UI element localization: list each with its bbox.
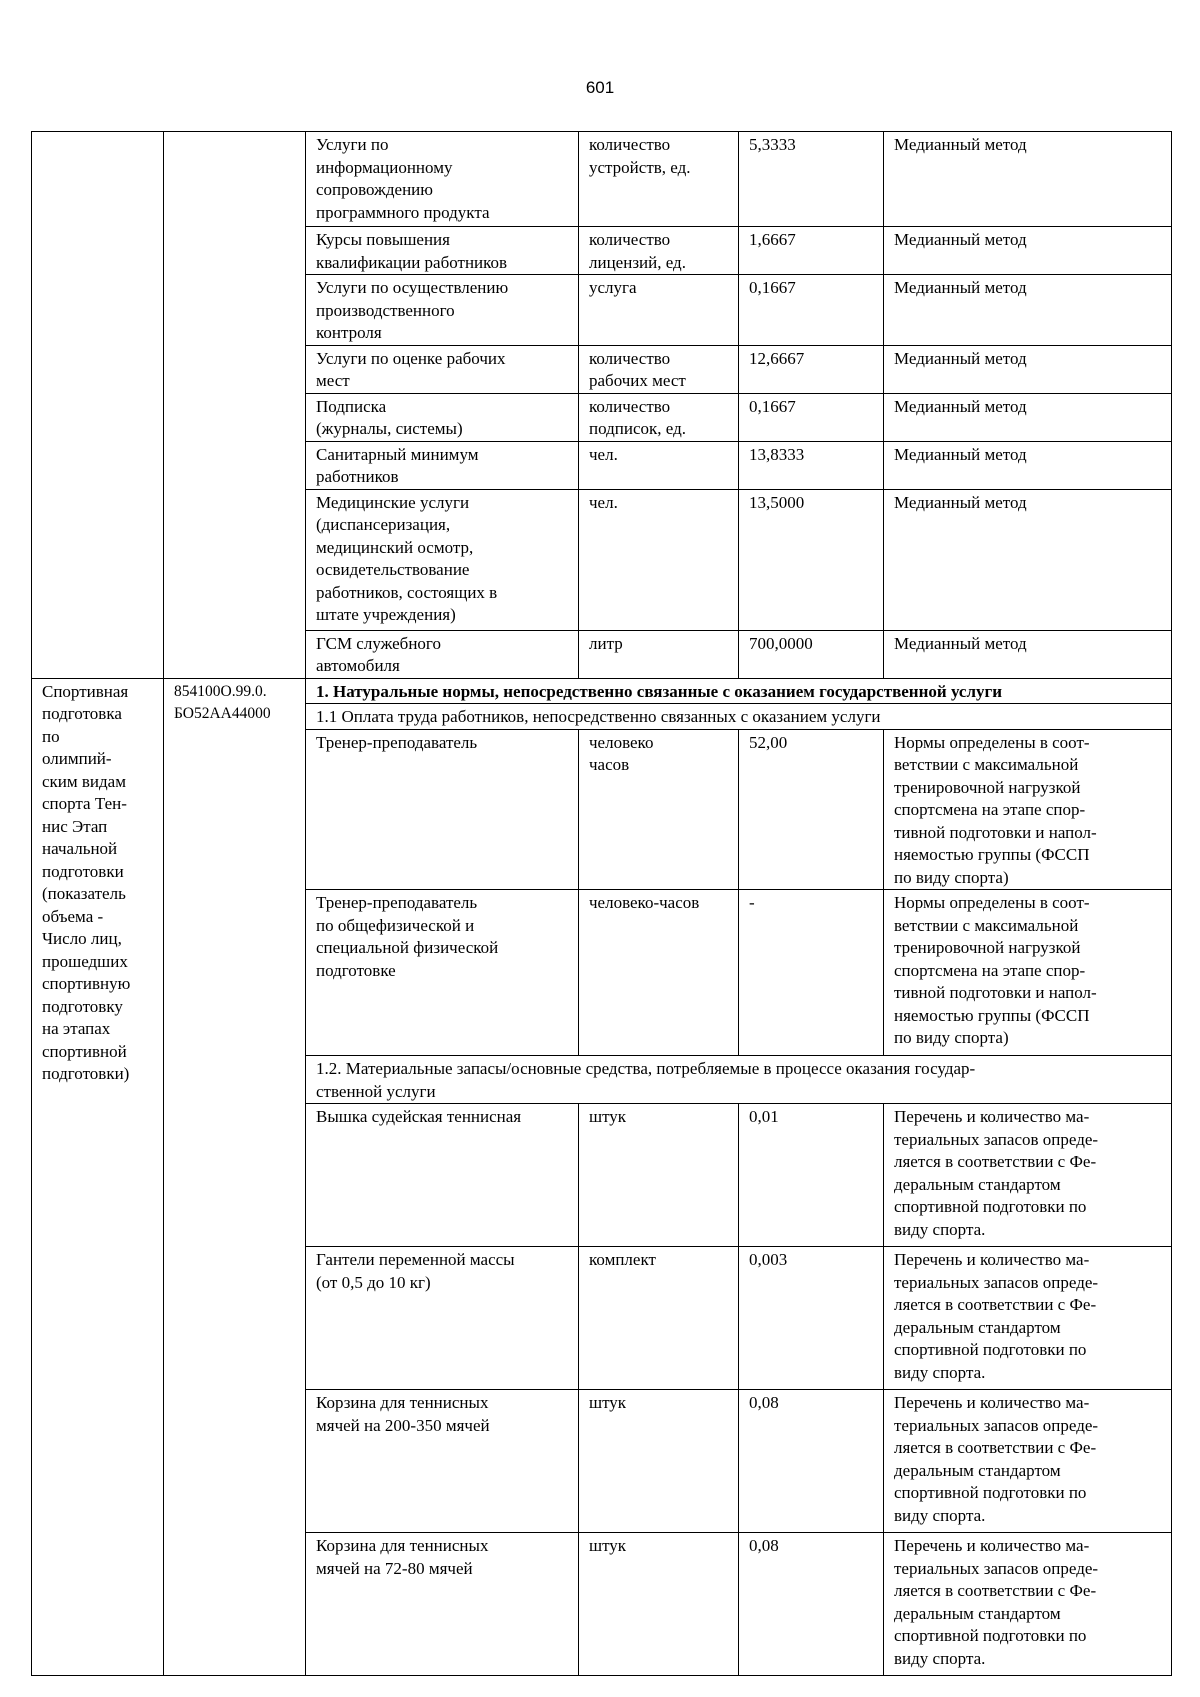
item-unit: человеко-часов	[579, 890, 739, 1056]
item-unit: литр	[579, 630, 739, 678]
item-name: Медицинские услуги (диспансеризация, медицинский осмотр, освидетельствование работников, состоящих в штате учреждения)	[306, 489, 579, 630]
item-unit: количество лицензий, ед.	[579, 227, 739, 275]
item-method: Медианный метод	[884, 630, 1172, 678]
item-method: Перечень и количество ма- териальных запасов опреде- ляется в соответствии с Фе- деральным стандартом спортивной подготовки по виду спорта.	[884, 1390, 1172, 1533]
item-name: Корзина для теннисных мячей на 200-350 мячей	[306, 1390, 579, 1533]
item-value: 0,1667	[739, 393, 884, 441]
subsection-labor: 1.1 Оплата труда работников, непосредственно связанных с оказанием услуги	[306, 704, 1172, 730]
page-number: 601	[585, 78, 615, 97]
item-name: Услуги по осуществлению производственного контроля	[306, 275, 579, 346]
item-value: 12,6667	[739, 345, 884, 393]
item-method: Медианный метод	[884, 275, 1172, 346]
item-value: 13,5000	[739, 489, 884, 630]
item-method: Медианный метод	[884, 227, 1172, 275]
item-unit: количество подписок, ед.	[579, 393, 739, 441]
section-code-cell-empty	[164, 132, 306, 679]
item-name: ГСМ служебного автомобиля	[306, 630, 579, 678]
item-unit: штук	[579, 1104, 739, 1247]
item-value: 0,08	[739, 1390, 884, 1533]
item-name: Корзина для теннисных мячей на 72-80 мячей	[306, 1533, 579, 1676]
item-method: Нормы определены в соот- ветствии с максимальной тренировочной нагрузкой спортсмена на этапе спор- тивной подготовки и напол- няемостью группы (ФССП по виду спорта)	[884, 890, 1172, 1056]
item-unit: человеко часов	[579, 729, 739, 890]
item-method: Медианный метод	[884, 441, 1172, 489]
section-name-cell-empty	[32, 132, 164, 679]
section-heading: 1. Натуральные нормы, непосредственно связанные с оказанием государственной услуги	[306, 678, 1172, 704]
item-unit: штук	[579, 1390, 739, 1533]
item-value: 0,01	[739, 1104, 884, 1247]
item-method: Перечень и количество ма- териальных запасов опреде- ляется в соответствии с Фе- деральным стандартом спортивной подготовки по виду спорта.	[884, 1247, 1172, 1390]
item-method: Медианный метод	[884, 132, 1172, 227]
item-method: Перечень и количество ма- териальных запасов опреде- ляется в соответствии с Фе- деральным стандартом спортивной подготовки по виду спорта.	[884, 1104, 1172, 1247]
item-unit: чел.	[579, 489, 739, 630]
item-name: Курсы повышения квалификации работников	[306, 227, 579, 275]
item-method: Медианный метод	[884, 345, 1172, 393]
item-value: 52,00	[739, 729, 884, 890]
item-value: 1,6667	[739, 227, 884, 275]
item-value: 0,1667	[739, 275, 884, 346]
section-heading-row	[32, 678, 1172, 704]
item-method: Медианный метод	[884, 393, 1172, 441]
item-method: Перечень и количество ма- териальных запасов опреде- ляется в соответствии с Фе- деральным стандартом спортивной подготовки по виду спорта.	[884, 1533, 1172, 1676]
item-value: -	[739, 890, 884, 1056]
item-value: 5,3333	[739, 132, 884, 227]
item-name: Подписка (журналы, системы)	[306, 393, 579, 441]
item-method: Медианный метод	[884, 489, 1172, 630]
item-value: 0,08	[739, 1533, 884, 1676]
table-row	[32, 132, 1172, 227]
item-name: Тренер-преподаватель по общефизической и специальной физической подготовке	[306, 890, 579, 1056]
section-code: 854100О.99.0. БО52АА44000	[164, 678, 306, 1676]
item-unit: услуга	[579, 275, 739, 346]
item-method: Нормы определены в соот- ветствии с максимальной тренировочной нагрузкой спортсмена на этапе спор- тивной подготовки и напол- няемостью группы (ФССП по виду спорта)	[884, 729, 1172, 890]
item-value: 0,003	[739, 1247, 884, 1390]
section-name: Спортивная подготовка по олимпий- ским видам спорта Тен- нис Этап начальной подготовки (показатель объема - Число лиц, прошедших спортивную подготовку на этапах спортивной подготовки)	[32, 678, 164, 1676]
item-value: 700,0000	[739, 630, 884, 678]
norms-table	[31, 131, 1172, 1676]
item-name: Гантели переменной массы (от 0,5 до 10 кг)	[306, 1247, 579, 1390]
item-name: Санитарный минимум работников	[306, 441, 579, 489]
item-unit: количество устройств, ед.	[579, 132, 739, 227]
item-name: Вышка судейская теннисная	[306, 1104, 579, 1247]
subsection-materials: 1.2. Материальные запасы/основные средства, потребляемые в процессе оказания государ- ственной услуги	[306, 1056, 1172, 1104]
item-name: Услуги по информационному сопровождению программного продукта	[306, 132, 579, 227]
item-name: Услуги по оценке рабочих мест	[306, 345, 579, 393]
item-unit: штук	[579, 1533, 739, 1676]
item-unit: количество рабочих мест	[579, 345, 739, 393]
item-unit: комплект	[579, 1247, 739, 1390]
item-unit: чел.	[579, 441, 739, 489]
item-value: 13,8333	[739, 441, 884, 489]
item-name: Тренер-преподаватель	[306, 729, 579, 890]
